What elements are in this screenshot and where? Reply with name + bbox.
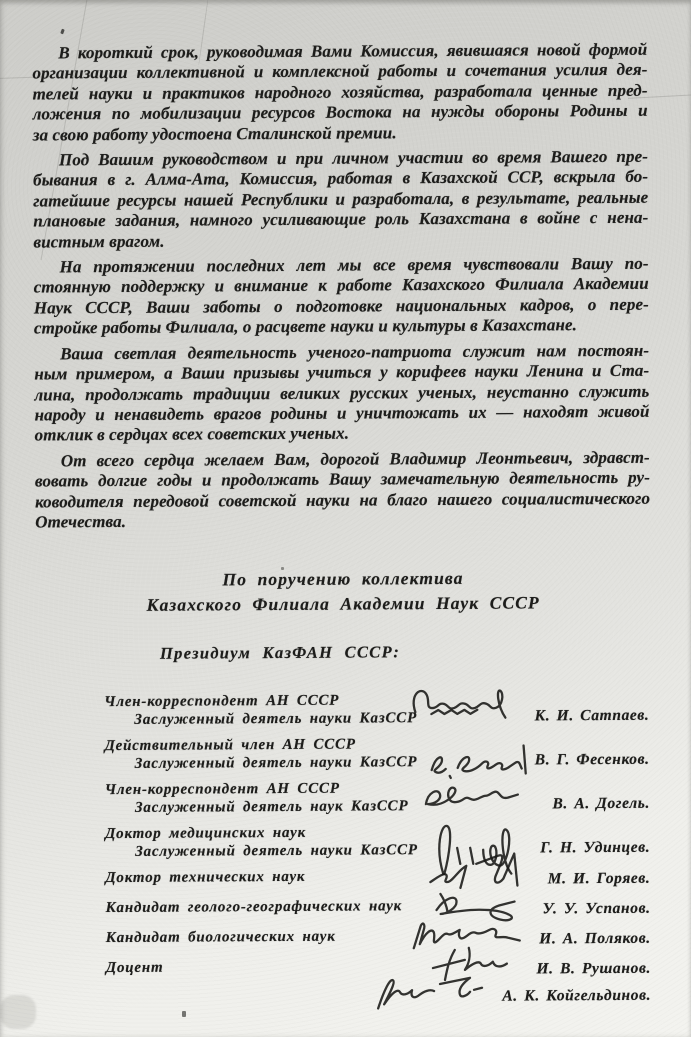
text-line: за свою работу удостоена Сталинской премии. bbox=[32, 122, 397, 145]
signatory-title: Заслуженный деятель науки КазССР bbox=[134, 709, 418, 728]
text-line: вистным врагом. bbox=[33, 231, 165, 252]
signature-scribble bbox=[422, 848, 542, 893]
letter-paragraph-4 bbox=[34, 340, 650, 446]
text-line: лина, продолжать традиции великих русских ученых, неустанно служить bbox=[34, 381, 650, 404]
letter-paragraph-5 bbox=[35, 447, 650, 532]
text-line: вовать долгие годы и продолжать Вашу замечательную деятельность ру- bbox=[34, 467, 650, 491]
text-line: организации коллективной и комплексной работы и сочетания усилия дея- bbox=[32, 60, 648, 83]
letter-paragraph-3 bbox=[34, 254, 649, 339]
signatory-name: И. А. Поляков. bbox=[539, 930, 651, 948]
text-line: бывания в г. Алма-Ата, Комиссия, работая в Казахской ССР, вскрыла бо- bbox=[33, 167, 649, 190]
text-line: ложения по мобилизации ресурсов Востока на нужды обороны Родины и bbox=[32, 100, 648, 124]
signatory-title: Кандидат биологических наук bbox=[105, 928, 336, 947]
signature-scribble bbox=[370, 970, 505, 1015]
text-line: Наук СССР, Ваши заботы о подготовке национальных кадров, о пере- bbox=[33, 294, 649, 318]
signatory-name: В. А. Догель. bbox=[552, 795, 650, 813]
signatory-title: Заслуженный деятель наук КазССР bbox=[134, 798, 409, 816]
signatory-row bbox=[105, 897, 652, 930]
text-line: Под Вашим руководством и при личном участии во время Вашего пре- bbox=[58, 146, 649, 170]
signatory-name: У. У. Успанов. bbox=[542, 900, 651, 918]
signatory-row bbox=[106, 927, 653, 960]
text-line: отклик в сердцах всех советских ученых. bbox=[34, 423, 350, 445]
signatory-row bbox=[104, 691, 651, 738]
signatory-title: Доцент bbox=[105, 960, 164, 977]
closing-attribution bbox=[35, 565, 650, 619]
signatories-list bbox=[36, 691, 653, 1017]
text-line: гатейшие ресурсы нашей Республики и разработала, в результате, реальные bbox=[33, 187, 649, 211]
presidium-heading: Президиум КазФАН СССР: bbox=[159, 642, 401, 664]
signature-scribble bbox=[405, 684, 535, 727]
signatory-title: Заслуженный деятель науки КазССР bbox=[135, 841, 418, 860]
signatory-name: В. Г. Фесенков. bbox=[534, 751, 650, 769]
text-line: плановые задания, намного усиливающие роль Казахстана в войне с нена- bbox=[33, 207, 649, 231]
signatory-name: Г. Н. Удинцев. bbox=[540, 839, 651, 857]
signatory-title: Доктор медицинских наук bbox=[105, 825, 307, 843]
text-line: Ваша светлая деятельность ученого-патриота служит нам постоян- bbox=[60, 340, 650, 364]
letter-paragraph-1 bbox=[32, 40, 648, 146]
letter-paragraph-2 bbox=[33, 147, 649, 253]
signatory-row bbox=[105, 735, 652, 782]
text-line: стоянную поддержку и внимание к работе Казахского Филиала Академии bbox=[33, 274, 649, 297]
text-line: Казахского Филиала Академии Наук СССР bbox=[146, 592, 540, 616]
text-line: В короткий срок, руководимая Вами Комиссия, явившаяся новой формой bbox=[58, 39, 648, 63]
signatory-title: Член-корреспондент АН СССР bbox=[104, 780, 340, 799]
text-line: Отечества. bbox=[35, 511, 127, 532]
text-line: ным примером, а Ваши призывы учиться у корифеев науки Ленина и Ста- bbox=[34, 360, 650, 384]
text-line: По поручению коллектива bbox=[222, 568, 464, 590]
signatory-row bbox=[105, 867, 652, 900]
text-line: На протяжении последних лет мы все время чувствовали Вашу по- bbox=[59, 253, 649, 277]
signatory-title: Кандидат геолого-географических наук bbox=[105, 898, 403, 917]
signatory-row bbox=[105, 823, 652, 870]
signatory-title: Член-корреспондент АН СССР bbox=[104, 692, 340, 711]
signatory-title: Доктор технических наук bbox=[105, 869, 306, 887]
signatory-name: А. К. Койгельдинов. bbox=[502, 987, 652, 1005]
text-line: стройке работы Филиала, о расцвете науки и культуры в Казахстане. bbox=[33, 315, 578, 338]
signatory-row bbox=[106, 987, 653, 1016]
text-line: телей науки и практиков народного хозяйства, разработала ценные пред- bbox=[32, 80, 648, 104]
signature-scribble bbox=[418, 782, 528, 813]
text-line: народу и ненавидеть врагов родины и уничтожать их — находят живой bbox=[34, 401, 650, 425]
text-line: ководителя передовой советской науки на благо нашего социалистического bbox=[35, 488, 651, 512]
signatory-row bbox=[105, 779, 652, 826]
signature-scribble bbox=[420, 740, 540, 781]
signatory-name: И. В. Рушанов. bbox=[536, 960, 651, 978]
text-line: От всего сердца желаем Вам, дорогой Владимир Леонтьевич, здравст- bbox=[60, 447, 650, 471]
signatory-name: М. И. Горяев. bbox=[547, 870, 651, 888]
signatory-name: К. И. Сатпаев. bbox=[534, 707, 650, 725]
signatory-title: Заслуженный деятель науки КазССР bbox=[134, 753, 418, 772]
signatory-title: Действительный член АН СССР bbox=[104, 736, 356, 755]
